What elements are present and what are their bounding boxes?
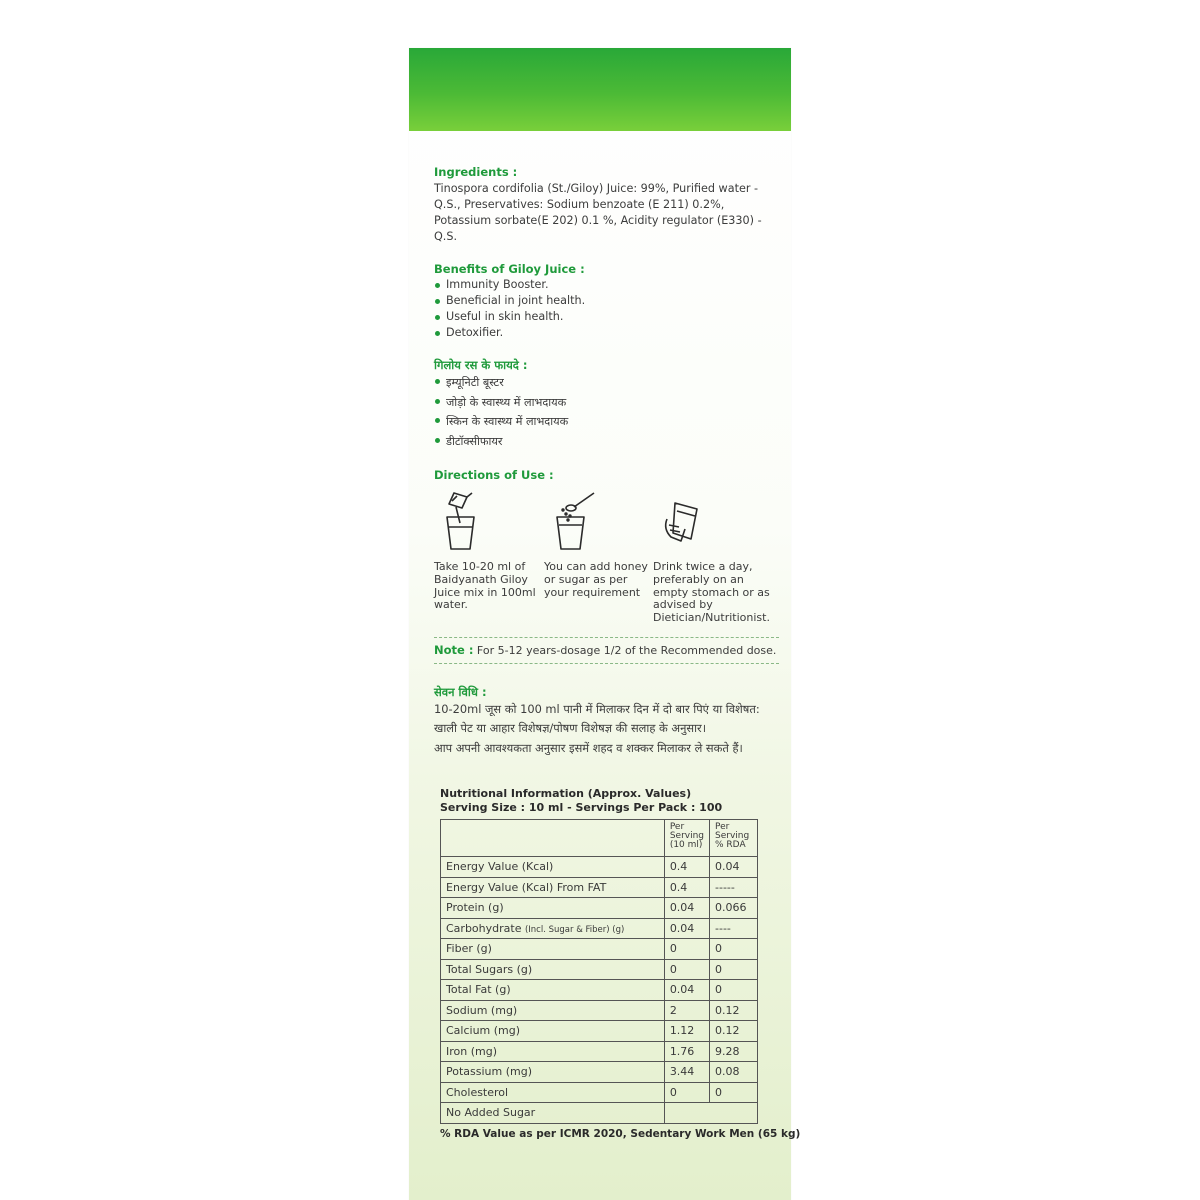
- list-item: [434, 325, 779, 341]
- benefits-list: [434, 277, 779, 341]
- bullet-icon: [435, 399, 440, 404]
- list-item-text: इम्यूनिटी बूस्टर: [446, 376, 504, 389]
- nutrient-name: Calcium (mg): [441, 1021, 665, 1042]
- nutrient-name: Carbohydrate (Incl. Sugar & Fiber) (g): [441, 918, 665, 939]
- per-serving-value: 0: [664, 939, 709, 960]
- list-item-text: Detoxifier.: [446, 326, 504, 339]
- nutrient-name: Fiber (g): [441, 939, 665, 960]
- table-row: [441, 1103, 758, 1124]
- table-row: [441, 1021, 758, 1042]
- table-row: [441, 877, 758, 898]
- hindi-benefits-section: [434, 357, 779, 451]
- table-row: [441, 1082, 758, 1103]
- bullet-icon: [435, 438, 440, 443]
- hindi-benefits-heading: गिलोय रस के फायदे :: [434, 358, 528, 372]
- bullet-icon: [435, 379, 440, 384]
- per-serving-value: 0.04: [664, 980, 709, 1001]
- nutrient-name: Sodium (mg): [441, 1000, 665, 1021]
- nutrient-name: Protein (g): [441, 898, 665, 919]
- rda-value: 0: [710, 980, 758, 1001]
- direction-step: [653, 489, 779, 625]
- per-serving-value: 2: [664, 1000, 709, 1021]
- nutrition-table-body: [441, 857, 758, 1124]
- ingredients-section: [434, 164, 779, 245]
- nutrient-name: Total Fat (g): [441, 980, 665, 1001]
- per-serving-value: 1.76: [664, 1041, 709, 1062]
- serving-size: Serving Size : 10 ml - Servings Per Pack : 100: [440, 801, 723, 814]
- table-row: [441, 857, 758, 878]
- table-row: [441, 939, 758, 960]
- list-item: [434, 432, 779, 452]
- bullet-icon: [435, 418, 440, 423]
- per-serving-value: 0: [664, 959, 709, 980]
- table-row: [441, 918, 758, 939]
- directions-steps: [434, 489, 779, 625]
- label-content: [434, 164, 779, 758]
- nutrient-name: Energy Value (Kcal): [441, 857, 665, 878]
- rda-value: 0: [710, 939, 758, 960]
- rda-value: 0.04: [710, 857, 758, 878]
- table-row: [441, 898, 758, 919]
- benefits-heading: Benefits of Giloy Juice :: [434, 262, 585, 276]
- note-label: Note :: [434, 642, 474, 657]
- per-serving-value: 0.4: [664, 877, 709, 898]
- product-box-panel: [409, 48, 801, 1200]
- divider: [434, 637, 779, 638]
- directions-heading: Directions of Use :: [434, 468, 554, 482]
- directions-section: [434, 467, 779, 625]
- note-text: For 5-12 years-dosage 1/2 of the Recommended dose.: [473, 643, 777, 657]
- sevan-vidhi-heading: सेवन विधि :: [434, 684, 487, 699]
- nutrient-name: Total Sugars (g): [441, 959, 665, 980]
- list-item: [434, 373, 779, 393]
- table-row: [441, 1062, 758, 1083]
- direction-step-text: You can add honey or sugar as per your requirement: [544, 560, 648, 599]
- list-item: [434, 293, 779, 309]
- bullet-icon: [435, 283, 440, 288]
- green-header-band: [409, 48, 791, 131]
- list-item-text: Immunity Booster.: [446, 278, 549, 291]
- per-serving-value: 0.04: [664, 898, 709, 919]
- sevan-vidhi-text: [434, 700, 779, 759]
- hindi-benefits-list: [434, 373, 779, 451]
- table-header-cell: Per Serving % RDA: [710, 820, 758, 857]
- bullet-icon: [435, 315, 440, 320]
- ingredients-heading: Ingredients :: [434, 165, 518, 179]
- bullet-icon: [435, 299, 440, 304]
- per-serving-value: 1.12: [664, 1021, 709, 1042]
- sevan-vidhi-section: [434, 684, 779, 759]
- sevan-line: आप अपनी आवश्यकता अनुसार इसमें शहद व शक्कर मिलाकर ले सकते हैं।: [434, 740, 743, 755]
- nutrient-name: Iron (mg): [441, 1041, 665, 1062]
- nutrition-title: Nutritional Information (Approx. Values): [440, 787, 692, 800]
- list-item: [434, 309, 779, 325]
- table-row: [441, 959, 758, 980]
- divider: [434, 663, 779, 664]
- rda-value: 0: [710, 959, 758, 980]
- glass-spoon-icon: [544, 489, 653, 553]
- direction-step-text: Drink twice a day, preferably on an empty stomach or as advised by Dietician/Nutritionist.: [653, 560, 770, 625]
- list-item-text: डीटॉक्सीफायर: [446, 434, 503, 448]
- table-row: [441, 1041, 758, 1062]
- rda-value: 0: [710, 1082, 758, 1103]
- list-item-text: Beneficial in joint health.: [446, 294, 586, 307]
- bullet-icon: [435, 331, 440, 336]
- table-header-cell: Per Serving (10 ml): [664, 820, 709, 857]
- nutrition-table: [440, 819, 758, 1124]
- glass-pour-icon: [434, 489, 544, 553]
- list-item: [434, 277, 779, 293]
- direction-step: [434, 489, 544, 625]
- table-header-cell: [441, 820, 665, 857]
- per-serving-value: 0.4: [664, 857, 709, 878]
- direction-step-text: Take 10-20 ml of Baidyanath Giloy Juice mix in 100ml water.: [434, 560, 536, 612]
- table-header-row: [441, 820, 758, 857]
- per-serving-value: 0.04: [664, 918, 709, 939]
- list-item-text: स्किन के स्वास्थ्य में लाभदायक: [446, 415, 569, 428]
- benefits-section: [434, 261, 779, 341]
- sevan-line: खाली पेट या आहार विशेषज्ञ/पोषण विशेषज्ञ की सलाह के अनुसार।: [434, 721, 707, 736]
- ingredients-text: Tinospora cordifolia (St./Giloy) Juice: 99%, Purified water - Q.S., Preservatives: Sodium benzoate (E 211) 0.2%, Potassium sorbate(E 202) 0.1 %, Acidity regulator (E330) - Q.S.: [434, 182, 762, 243]
- per-serving-value: 0: [664, 1082, 709, 1103]
- list-item-text: Useful in skin health.: [446, 310, 564, 323]
- nutrient-name: Potassium (mg): [441, 1062, 665, 1083]
- no-added-sugar: No Added Sugar: [441, 1103, 665, 1124]
- hand-glass-icon: [653, 489, 779, 553]
- per-serving-value: 3.44: [664, 1062, 709, 1083]
- sevan-line: 10-20ml जूस को 100 ml पानी में मिलाकर दिन में दो बार पिएं या विशेषत:: [434, 701, 760, 716]
- note: [434, 642, 779, 659]
- empty-cell: [664, 1103, 757, 1124]
- rda-value: 0.08: [710, 1062, 758, 1083]
- rda-note: % RDA Value as per ICMR 2020, Sedentary Work Men (65 kg): [440, 1127, 801, 1140]
- nutrient-name-note: (Incl. Sugar & Fiber) (g): [524, 924, 625, 935]
- list-item-text: जोड़ो के स्वास्थ्य में लाभदायक: [446, 395, 567, 409]
- nutrient-name: Energy Value (Kcal) From FAT: [441, 877, 665, 898]
- rda-value: 0.066: [710, 898, 758, 919]
- rda-value: -----: [710, 877, 758, 898]
- rda-value: ----: [710, 918, 758, 939]
- table-row: [441, 980, 758, 1001]
- rda-value: 0.12: [710, 1021, 758, 1042]
- rda-value: 0.12: [710, 1000, 758, 1021]
- direction-step: [544, 489, 653, 625]
- list-item: [434, 393, 779, 413]
- table-row: [441, 1000, 758, 1021]
- nutrient-name: Cholesterol: [441, 1082, 665, 1103]
- list-item: [434, 412, 779, 432]
- rda-value: 9.28: [710, 1041, 758, 1062]
- nutrition-section: [440, 787, 801, 1140]
